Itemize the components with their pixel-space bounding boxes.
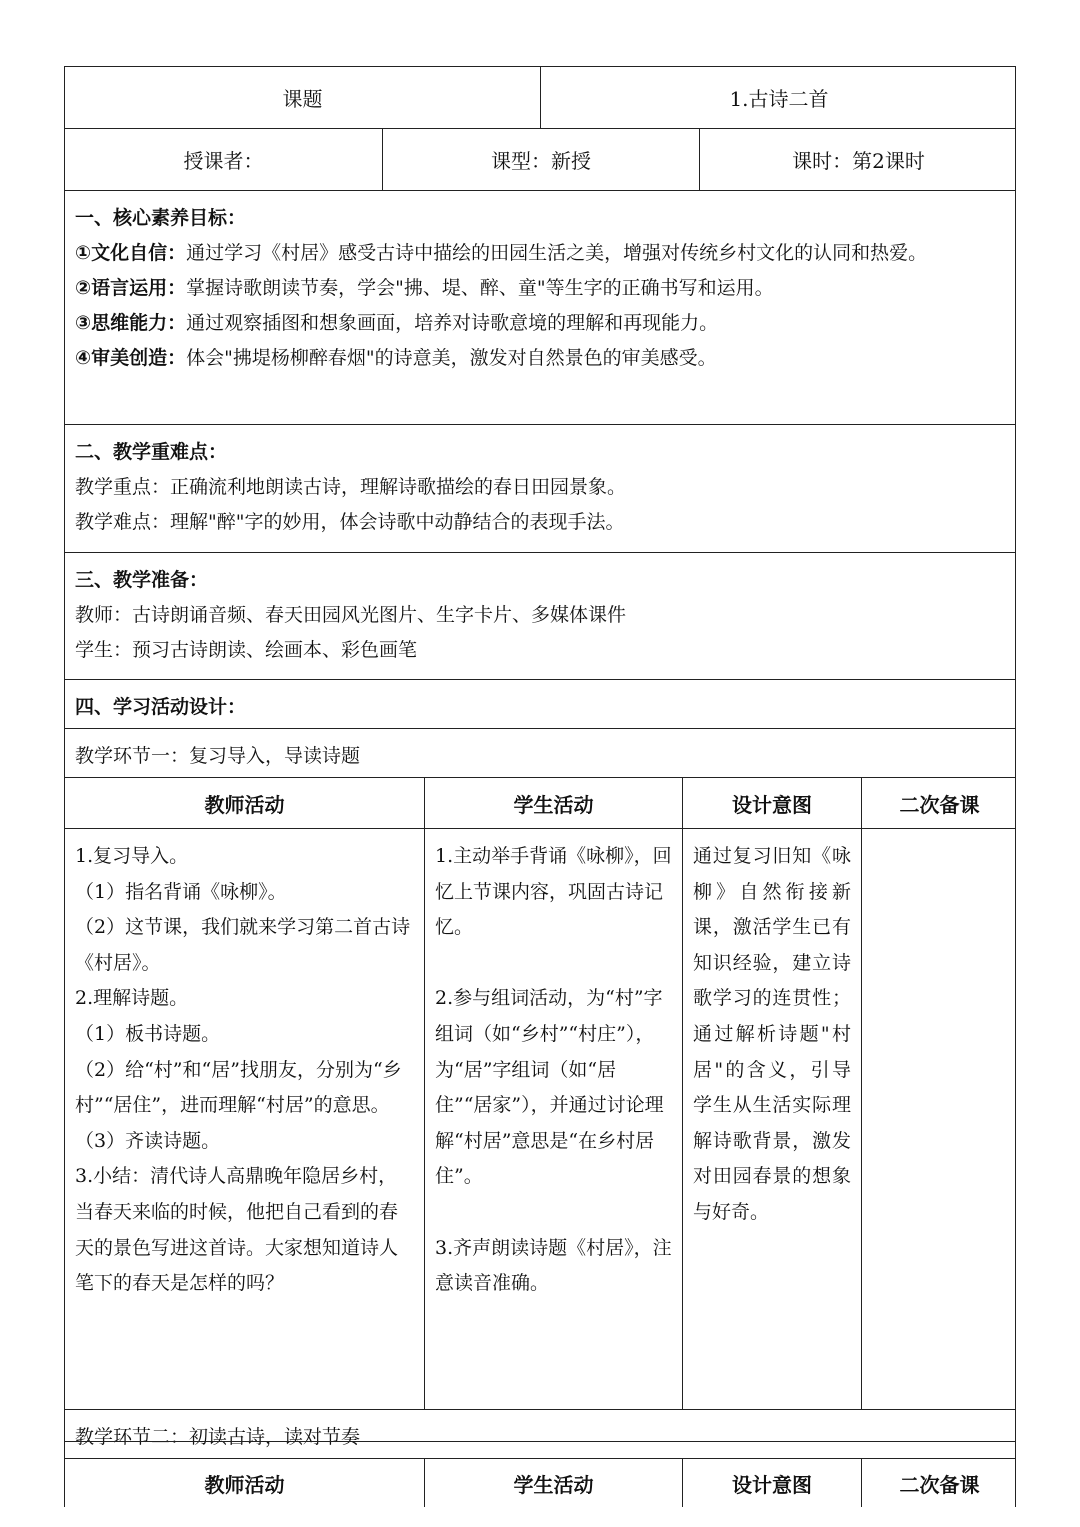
goal-label: ③思维能力：: [75, 312, 187, 334]
header-design-intent: 设计意图: [682, 1459, 861, 1507]
goal-item: [75, 341, 1005, 376]
preparation-title: 三、教学准备：: [75, 569, 209, 591]
header-second-prep: 二次备课: [861, 1459, 1017, 1507]
teacher-line: 1.复习导入。: [75, 845, 189, 867]
lesson-period: 课时：第2课时: [699, 129, 1017, 190]
student-line: 1.主动举手背诵《咏柳》，回忆上节课内容，巩固古诗记忆。: [435, 845, 672, 939]
teacher-label: 授课者：: [183, 149, 264, 173]
header-design-intent: 设计意图: [682, 778, 861, 828]
key-point: 教学重点：正确流利地朗读古诗，理解诗歌描绘的春日田园景象。: [75, 476, 627, 498]
lesson-type: 课型：新授: [382, 129, 699, 190]
goal-text: 掌握诗歌朗读节奏，学会"拂、堤、醉、童"等生字的正确书写和运用。: [186, 277, 774, 299]
stage1-title: 教学环节一：复习导入，导读诗题: [75, 745, 361, 767]
table-bottom-border: [64, 1441, 1016, 1442]
teacher-prep: 教师：古诗朗诵音频、春天田园风光图片、生字卡片、多媒体课件: [75, 604, 627, 626]
design-intent-cell: [682, 829, 861, 1409]
stage2-header-row: [64, 1458, 1016, 1507]
stage1-title-row: [64, 728, 1016, 777]
goal-item: [75, 271, 1005, 306]
header-teacher-activity: 教师活动: [204, 792, 285, 817]
topic-label: 课题: [282, 87, 323, 111]
teacher-line: （3）齐读诗题。: [75, 1129, 221, 1152]
key-points-title: 二、教学重难点：: [75, 441, 228, 463]
goal-item: [75, 306, 1005, 341]
teacher-line: 2.理解诗题。: [75, 987, 189, 1010]
student-activity-cell: [424, 829, 682, 1409]
teacher-line: （2）这节课，我们就来学习第二首古诗《村居》。: [75, 916, 411, 974]
key-points-section: [64, 424, 1016, 552]
goal-label: ①文化自信：: [75, 242, 187, 264]
teacher-line: 3.小结：清代诗人高鼎晚年隐居乡村，当春天来临的时候，他把自己看到的春天的景色写进这首诗。大家想知道诗人笔下的春天是怎样的吗？: [75, 1165, 399, 1295]
header-second-prep: 二次备课: [861, 778, 1017, 828]
spacer: [435, 1195, 672, 1231]
stage2-title-row: [64, 1409, 1016, 1458]
topic-row: [64, 66, 1016, 128]
activity-design-title: 四、学习活动设计：: [75, 696, 247, 718]
goal-label: ②语言运用：: [75, 277, 187, 299]
goal-item: [75, 236, 1005, 271]
core-goals-title: 一、核心素养目标：: [75, 207, 247, 229]
header-teacher-activity: 教师活动: [204, 1472, 285, 1497]
spacer: [435, 946, 672, 982]
teacher-line: （1）板书诗题。: [75, 1022, 221, 1045]
stage1-header-row: [64, 777, 1016, 828]
design-intent-text: 通过复习旧知《咏柳》自然衔接新课，激活学生已有知识经验，建立诗歌学习的连贯性；通过解析诗题"村居"的含义，引导学生从生活实际理解诗歌背景，激发对田园春景的想象与好奇。: [693, 845, 851, 1223]
goal-text: 体会"拂堤杨柳醉春烟"的诗意美，激发对自然景色的审美感受。: [186, 347, 717, 369]
core-goals-section: [64, 190, 1016, 424]
student-line: 2.参与组词活动，为“村”字组词（如“乡村”“村庄”），为“居”字组词（如“居住”“居家”），并通过讨论理解“村居”意思是“在乡村居住”。: [435, 987, 664, 1188]
topic-value: 1.古诗二首: [540, 67, 1017, 128]
stage1-content-row: [64, 828, 1016, 1409]
header-student-activity: 学生活动: [424, 778, 682, 828]
student-line: 3.齐声朗读诗题《村居》，注意读音准确。: [435, 1236, 672, 1295]
teacher-line: （2）给“村”和“居”找朋友，分别为“乡村”“居住”，进而理解“村居”的意思。: [75, 1058, 402, 1117]
teacher-activity-cell: [65, 829, 424, 1409]
goal-text: 通过观察插图和想象画面，培养对诗歌意境的理解和再现能力。: [186, 312, 719, 334]
difficult-point: 教学难点：理解"醉"字的妙用，体会诗歌中动静结合的表现手法。: [75, 511, 625, 533]
header-student-activity: 学生活动: [424, 1459, 682, 1507]
goal-label: ④审美创造：: [75, 347, 187, 369]
second-prep-cell[interactable]: [861, 829, 1017, 1409]
meta-row: [64, 128, 1016, 190]
activity-design-section: [64, 679, 1016, 728]
goal-text: 通过学习《村居》感受古诗中描绘的田园生活之美，增强对传统乡村文化的认同和热爱。: [186, 242, 928, 264]
preparation-section: [64, 552, 1016, 679]
stage2-title: 教学环节二：初读古诗，读对节奏: [75, 1426, 361, 1448]
teacher-line: （1）指名背诵《咏柳》。: [75, 880, 287, 903]
student-prep: 学生：预习古诗朗读、绘画本、彩色画笔: [75, 639, 418, 661]
